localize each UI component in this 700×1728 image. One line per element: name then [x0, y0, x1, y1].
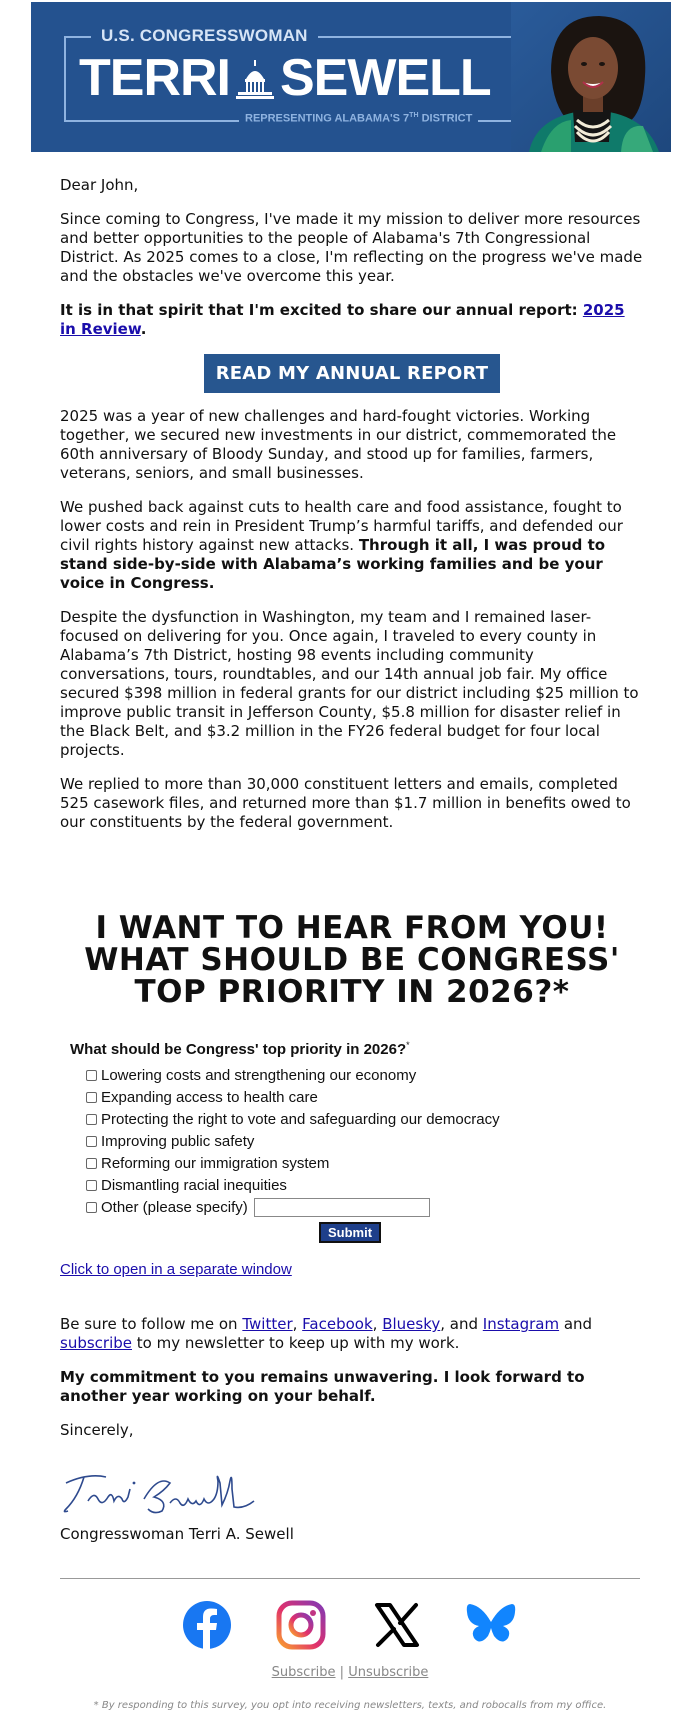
footer-unsubscribe-link[interactable]: Unsubscribe: [348, 1665, 429, 1680]
banner-name: [79, 48, 491, 108]
option-label: Improving public safety: [101, 1132, 255, 1150]
other-specify-input[interactable]: [254, 1198, 430, 1217]
survey-question-mark: *: [406, 1040, 410, 1050]
follow-sep-2: ,: [372, 1315, 383, 1333]
report-paragraph-prefix: It is in that spirit that I'm excited to share our annual report:: [60, 301, 583, 319]
footer-subscribe-link[interactable]: Subscribe: [271, 1665, 336, 1680]
survey-headline: [60, 912, 644, 1008]
submit-button[interactable]: Submit: [319, 1222, 381, 1243]
option-label: Lowering costs and strengthening our economy: [101, 1066, 417, 1084]
footer-links: [0, 1665, 700, 1680]
read-annual-report-button[interactable]: READ MY ANNUAL REPORT: [204, 354, 500, 393]
bluesky-link[interactable]: Bluesky: [382, 1315, 441, 1333]
instagram-icon[interactable]: [274, 1598, 328, 1652]
option-label: Dismantling racial inequities: [101, 1176, 287, 1194]
instagram-link[interactable]: Instagram: [482, 1315, 560, 1333]
survey-headline-line-2: WHAT SHOULD BE CONGRESS': [84, 942, 620, 978]
checkbox-voting-rights[interactable]: [86, 1114, 97, 1125]
survey-headline-line-3: TOP PRIORITY IN 2026?*: [134, 974, 570, 1010]
tagline-sup: TH: [409, 112, 419, 119]
checkbox-health-care[interactable]: [86, 1092, 97, 1103]
commitment-paragraph: My commitment to you remains unwavering. I look forward to another year working on your behalf.: [60, 1368, 585, 1405]
footer-divider: [60, 1578, 640, 1579]
open-separate-window-link[interactable]: Click to open in a separate window: [60, 1261, 292, 1278]
survey-question-text: What should be Congress' top priority in 2026?: [70, 1041, 407, 1058]
bluesky-icon[interactable]: [464, 1598, 518, 1652]
option-economy[interactable]: [70, 1064, 630, 1086]
open-window-line: [60, 1261, 292, 1278]
footer-divider-text: |: [335, 1665, 349, 1680]
option-health-care[interactable]: [70, 1086, 630, 1108]
survey-form: [70, 1040, 630, 1243]
pushback-plain: We pushed back against cuts to health care and food assistance, fought to lower costs and rein in President Trump’s harmful tariffs, and defended our civil rights history against new attacks.: [60, 498, 623, 554]
option-label: Reforming our immigration system: [101, 1154, 330, 1172]
option-immigration[interactable]: [70, 1152, 630, 1174]
signature-image: [58, 1453, 268, 1523]
follow-prefix: Be sure to follow me on: [60, 1315, 243, 1333]
closing-section: [60, 1315, 644, 1455]
follow-sep-1: ,: [292, 1315, 303, 1333]
letter-body: [60, 176, 644, 847]
survey-disclaimer: * By responding to this survey, you opt into receiving newsletters, texts, and robocalls from my office.: [93, 1700, 607, 1711]
checkbox-racial-inequities[interactable]: [86, 1180, 97, 1191]
subscribe-link[interactable]: subscribe: [60, 1334, 132, 1352]
option-racial-inequities[interactable]: [70, 1174, 630, 1196]
banner-tagline: [239, 112, 478, 125]
pushback-bold: Through it all, I was proud to stand side-by-side with Alabama’s working families and be your voice in Congress.: [60, 536, 606, 592]
facebook-icon[interactable]: [180, 1598, 234, 1652]
pushback-paragraph: [60, 498, 644, 593]
submit-container: [70, 1222, 630, 1243]
capitol-dome-icon: [234, 59, 276, 103]
follow-paragraph: [60, 1315, 644, 1353]
survey-question: [70, 1040, 630, 1058]
intro-paragraph: Since coming to Congress, I've made it my mission to deliver more resources and better opportunities to the people of Alabama's 7th Congressional District. As 2025 comes to a close, I'm reflecting on the progress we've made and the obstacles we've overcome this year.: [60, 210, 643, 285]
tagline-suffix: DISTRICT: [418, 112, 473, 125]
report-paragraph-suffix: .: [140, 320, 147, 338]
cta-container: [60, 354, 644, 393]
tagline-prefix: REPRESENTING ALABAMA'S 7: [245, 112, 410, 125]
x-icon[interactable]: [370, 1598, 424, 1652]
checkbox-immigration[interactable]: [86, 1158, 97, 1169]
twitter-link[interactable]: Twitter: [242, 1315, 293, 1333]
year-paragraph: 2025 was a year of new challenges and hard-fought victories. Working together, we secured new investments in our district, commemorated the 60th anniversary of Bloody Sunday, and stood up for families, farmers, veterans, seniors, and small businesses.: [60, 407, 617, 482]
banner-last-name: SEWELL: [280, 49, 491, 107]
sincerely: Sincerely,: [60, 1421, 134, 1439]
banner-first-name: TERRI: [79, 49, 230, 107]
follow-sep-3: , and: [440, 1315, 483, 1333]
portrait-image: [511, 2, 671, 152]
option-other[interactable]: [70, 1196, 630, 1218]
option-label: Other (please specify): [101, 1198, 248, 1216]
report-paragraph: [60, 301, 644, 339]
checkbox-public-safety[interactable]: [86, 1136, 97, 1147]
follow-suffix: to my newsletter to keep up with my work.: [132, 1334, 460, 1352]
delivery-paragraph: Despite the dysfunction in Washington, my team and I remained laser-focused on delivering for you. Once again, I traveled to every county in Alabama’s 7th District, hosting 98 events including community conversations, tours, roundtables, and our 14th annual job fair. My office secured $398 million in federal grants for our district including $25 million to improve public transit in Jefferson County, $5.8 million for disaster relief in the Black Belt, and $3.2 million in the FY26 federal budget for four local projects.: [60, 608, 639, 759]
constituent-paragraph: We replied to more than 30,000 constituent letters and emails, completed 525 casework files, and returned more than $1.7 million in benefits owed to our constituents by the federal government.: [60, 775, 631, 831]
option-public-safety[interactable]: [70, 1130, 630, 1152]
header-banner: [31, 2, 671, 152]
survey-headline-line-1: I WANT TO HEAR FROM YOU!: [95, 910, 609, 946]
option-label: Expanding access to health care: [101, 1088, 318, 1106]
greeting: Dear John,: [60, 176, 139, 194]
signoff-name: Congresswoman Terri A. Sewell: [60, 1525, 294, 1543]
option-voting-rights[interactable]: [70, 1108, 630, 1130]
checkbox-other[interactable]: [86, 1202, 97, 1213]
banner-pretitle: U.S. CONGRESSWOMAN: [91, 26, 318, 46]
checkbox-economy[interactable]: [86, 1070, 97, 1081]
follow-sep-4: and: [559, 1315, 593, 1333]
review-link[interactable]: 2025 in Review: [60, 301, 625, 338]
option-label: Protecting the right to vote and safeguarding our democracy: [101, 1110, 500, 1128]
facebook-link[interactable]: Facebook: [302, 1315, 373, 1333]
